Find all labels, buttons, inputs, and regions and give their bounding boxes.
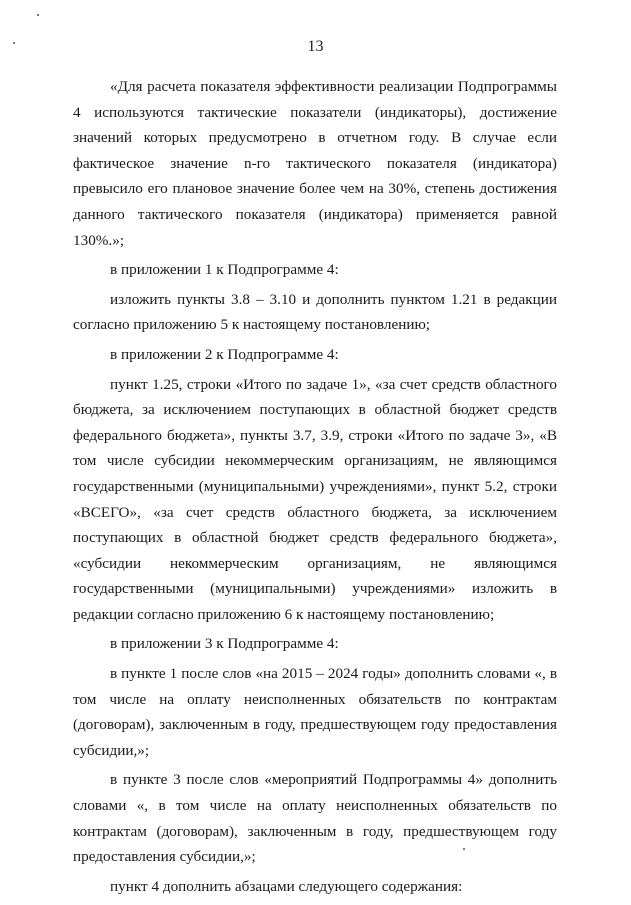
scan-speck [37,14,39,16]
paragraph-appendix-3-item-1: в пункте 1 после слов «на 2015 – 2024 годы» дополнить словами «, в том числе на оплату неисполненных обязательств по контрактам (договорам), заключенным в году, предшествующем году предоставления субсидии,»; [73,665,557,759]
paragraph-appendix-3-item-3: в пункте 3 после слов «мероприятий Подпрограммы 4» дополнить словами «, в том числе на оплату неисполненных обязательств по контрактам (договорам), заключенным в году, предшествующем году предоставления субсидии,»; [73,771,557,866]
paragraph-appendix-3-item-4: пункт 4 дополнить абзацами следующего содержания: [110,877,463,895]
paragraph-efficiency-indicator: «Для расчета показателя эффективности реализации Подпрограммы 4 используются тактические показатели (индикаторы), достижение значений которых предусмотрено в отчетном году. В случае если фактическое значение n-го тактического показателя (индикатора) превысило его плановое значение более чем на 30%, степень достижения данного тактического показателя (индикатора) применяется равной 130%.»; [73,78,557,249]
paragraph-appendix-2-change: пункт 1.25, строки «Итого по задаче 1», «за счет средств областного бюджета, за исключением поступающих в областной бюджет средств федерального бюджета», пункты 3.7, 3.9, строки «Итого по задаче 3», «В том числе субсидии некоммерческим организациям, не являющимся государственными (муниципальными) учреждениями», пункт 5.2, строки «ВСЕГО», «за счет средств областного бюджета, за исключением поступающих в областной бюджет средств федерального бюджета», «субсидии некоммерческим организациям, не являющимся государственными (муниципальными) учреждениями» изложить в редакции согласно приложению 6 к настоящему постановлению; [73,375,557,623]
paragraph-appendix-2-heading: в приложении 2 к Подпрограмме 4: [110,345,339,363]
scan-speck [13,42,15,44]
document-body [73,74,557,899]
page-number: 13 [307,38,324,55]
paragraph-appendix-1-heading: в приложении 1 к Подпрограмме 4: [110,261,339,279]
paragraph-appendix-1-change: изложить пункты 3.8 – 3.10 и дополнить пунктом 1.21 в редакции согласно приложению 5 к настоящему постановлению; [73,290,557,334]
paragraph-appendix-3-heading: в приложении 3 к Подпрограмме 4: [110,635,339,653]
